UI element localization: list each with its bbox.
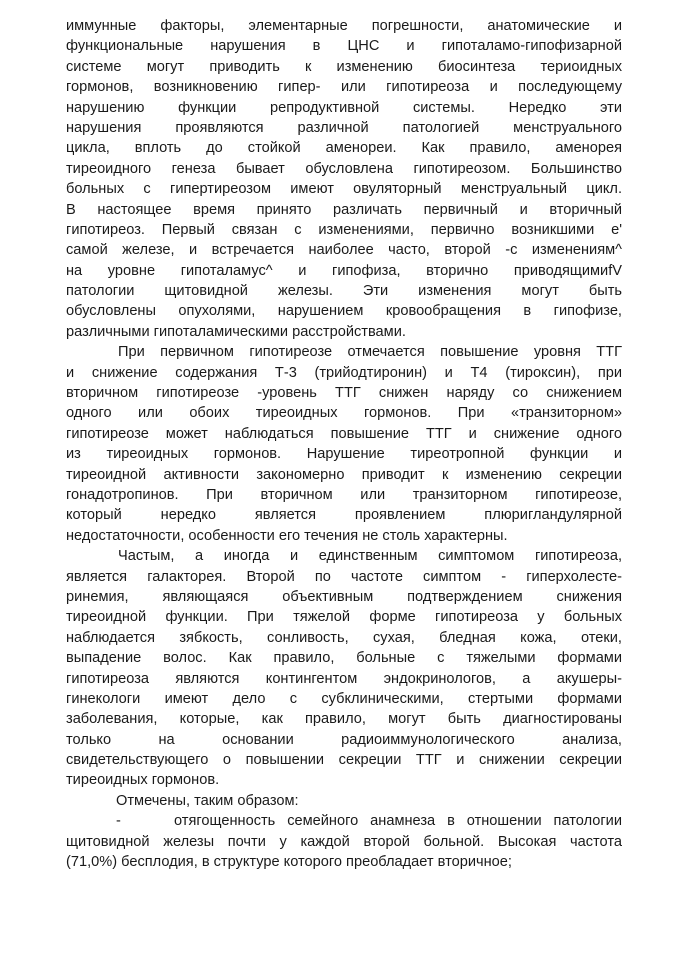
text-line: гипотиреоз. Первый связан с изменениями, первично возникшими е': [66, 221, 622, 238]
document-page: [66, 16, 622, 872]
text-line: одного или обоих тиреоидных гормонов. При «транзиторном»: [66, 405, 622, 422]
text-line: тиреоидных гормонов.: [66, 772, 220, 789]
text-line: Отмечены, таким образом:: [116, 792, 299, 809]
text-line: системе могут приводить к изменению биосинтеза териоидных: [66, 58, 622, 75]
text-line: иммунные факторы, элементарные погрешности, анатомические и: [66, 18, 622, 34]
text-line: Частым, а иногда и единственным симптомом гипотиреоза,: [118, 548, 622, 565]
text-line: (71,0%) бесплодия, в структуре которого преобладает вторичное;: [66, 854, 512, 871]
text-line: ринемия, являющаяся объективным подтверждением снижения: [66, 588, 622, 605]
text-line: из тиреоидных гормонов. Нарушение тиреотропной функции и: [66, 446, 622, 463]
text-line: наблюдается зябкость, сонливость, сухая, бледная кожа, отеки,: [66, 629, 622, 646]
text-line: патологии щитовидной железы. Эти изменения могут быть: [66, 283, 622, 300]
text-line: гонадотропинов. При вторичном или транзиторном гипотиреозе,: [66, 486, 622, 503]
list-item-text: отягощенность семейного анамнеза в отношении патологии: [174, 813, 622, 830]
text-line: выпадение волос. Как правило, больные с тяжелыми формами: [66, 650, 622, 667]
text-line: гипотиреозе может наблюдаться повышение ТТГ и снижение одного: [66, 425, 622, 442]
text-line: тиреоидной активности закономерно приводит к изменению секреции: [66, 466, 622, 483]
text-line: различными гипоталамическими расстройствами.: [66, 323, 406, 340]
text-line: тиреоидного генеза бывает обусловлена гипотиреозом. Большинство: [66, 160, 622, 177]
text-line: нарушению функции репродуктивной системы. Нередко эти: [66, 99, 622, 116]
paragraph-3: [66, 546, 622, 791]
paragraph-4: [66, 791, 622, 811]
text-line: недостаточности, особенности его течения не столь характерны.: [66, 527, 508, 544]
text-line: щитовидной железы почти у каждой второй больной. Высокая частота: [66, 833, 622, 850]
text-line: на уровне гипоталамус^ и гипофиза, вторично приводящимиfV: [66, 262, 622, 279]
paragraph-1: [66, 16, 622, 342]
text-line: который нередко является проявлением плюригландулярной: [66, 507, 622, 524]
list-item: [66, 811, 622, 872]
text-line: тиреоидной функции. При тяжелой форме гипотиреоза у больных: [66, 609, 622, 626]
text-line: функциональные нарушения в ЦНС и гипоталамо-гипофизарной: [66, 38, 622, 55]
text-line: больных с гипертиреозом имеют овуляторный менструальный цикл.: [66, 181, 622, 198]
text-line: вторичном гипотиреозе -уровень ТТГ снижен наряду со снижением: [66, 385, 622, 402]
text-line: и снижение содержания Т-3 (трийодтиронин) и Т4 (тироксин), при: [66, 364, 622, 381]
text-line: цикла, вплоть до стойкой аменореи. Как правило, аменорея: [66, 140, 622, 157]
text-line: свидетельствующего о повышении секреции ТТГ и снижении секреции: [66, 752, 622, 769]
text-line: гипотиреоза являются контингентом эндокринологов, а акушеры-: [66, 670, 622, 687]
text-line: самой железе, и встречается наиболее часто, второй -с изменениям^: [66, 242, 622, 259]
list-item-first-line: [66, 811, 622, 831]
text-line: нарушения проявляются различной патологией менструального: [66, 119, 622, 136]
list-marker: -: [116, 813, 121, 830]
text-line: В настоящее время принято различать первичный и вторичный: [66, 201, 622, 218]
text-line: только на основании радиоиммунологического анализа,: [66, 731, 622, 748]
text-line: обусловлены опухолями, нарушением кровообращения в гипофизе,: [66, 303, 622, 320]
paragraph-2: [66, 342, 622, 546]
text-line: заболевания, которые, как правило, могут быть диагностированы: [66, 711, 622, 728]
text-line: При первичном гипотиреозе отмечается повышение уровня ТТГ: [118, 344, 622, 361]
text-line: гинекологи имеют дело с субклиническими, стертыми формами: [66, 690, 622, 707]
text-line: является галакторея. Второй по частоте симптом - гиперхолесте-: [66, 568, 622, 585]
text-line: гормонов, возникновению гипер- или гипотиреоза и последующему: [66, 79, 622, 96]
